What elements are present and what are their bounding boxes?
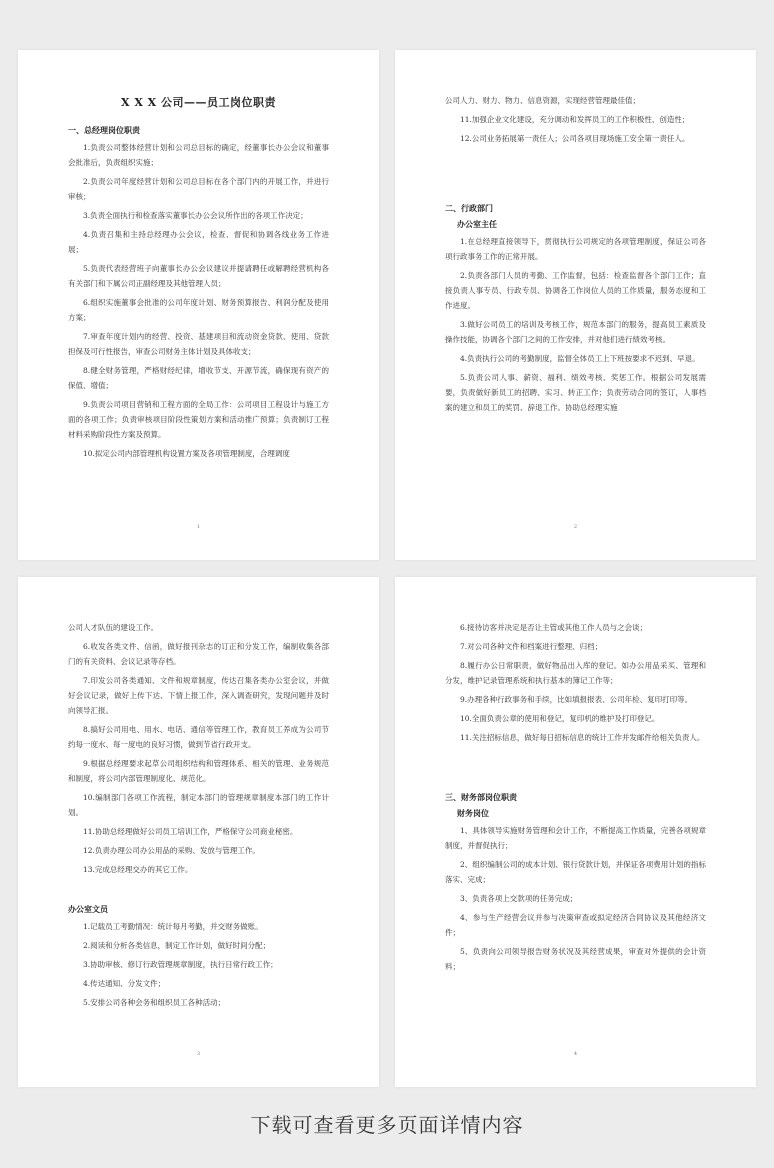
paragraph: 9.办理各种行政事务和手续，比如填报报表、公司年检、复印打印等。: [460, 695, 693, 704]
paragraph: 2.负责各部门人员的考勤、工作监督，包括：检查监督各个部门工作；直接负责人事专员、行政专员、协调各工作岗位人员的工作质量，服务态度和工作进度。: [445, 271, 706, 310]
paragraph: 6.组织实施董事会批准的公司年度计划、财务预算报告、利润分配及使用方案；: [68, 298, 329, 322]
list-item: 3.协助审核、修订行政管理规章制度，执行日常行政工作；: [83, 960, 278, 969]
paragraph: 9.根据总经理要求起草公司组织结构和管理体系、相关的管理、业务规范和制度，将公司内部管理制度化、规范化。: [68, 759, 329, 783]
list-item: 2、组织编制公司的成本计划、银行贷款计划，并保证各项费用计划的指标落实、完成；: [445, 860, 706, 884]
document-page-3: [18, 577, 379, 1087]
paragraph: 8.健全财务管理，严格财经纪律，增收节支、开源节流，确保现有资产的保值、增值；: [68, 366, 329, 390]
document-page-2: [395, 50, 756, 560]
paragraph: 2.负责公司年度经营计划和公司总目标在各个部门内的开展工作，并进行审核；: [68, 177, 329, 201]
page-number: 3: [196, 1051, 201, 1057]
subsection-heading: 办公室文员: [68, 904, 108, 914]
paragraph-continuation: 公司人力、财力、物力、信息资源，实现经营管理最佳值；: [445, 96, 640, 105]
paragraph: 1.在总经理直接领导下，贯彻执行公司规定的各项管理制度，保证公司各项行政事务工作的正常开展。: [445, 237, 706, 261]
paragraph-continuation: 公司人才队伍的建设工作。: [68, 623, 158, 632]
list-item: 5、负责向公司领导报告财务状况及其经营成果，审查对外提供的会计资料；: [445, 947, 706, 971]
paragraph: 10.全面负责公章的使用和登记，复印机的维护及打印登记。: [460, 714, 660, 723]
download-prompt-text: 下载可查看更多页面详情内容: [250, 1113, 524, 1137]
list-item: 2.阅读和分析各类信息，制定工作计划，做好时间分配；: [83, 941, 271, 950]
paragraph: 8.履行办公日常职责，做好物品出入库的登记。如办公用品采买、管理和分发，维护记录管理系统和执行基本的簿记工作等；: [445, 661, 706, 685]
paragraph: 6.收发各类文件、信函，做好报刊杂志的订正和分发工作，编制收集各部门的有关资料、会议记录等存档。: [68, 642, 329, 666]
list-item: 4.传达通知、分发文件；: [83, 979, 166, 988]
paragraph: 7.对公司各种文件和档案进行整理、归档；: [460, 642, 603, 651]
subsection-heading: 财务岗位: [457, 808, 489, 818]
paragraph: 11.加强企业文化建设，充分调动和发挥员工的工作积极性、创造性；: [460, 115, 690, 124]
paragraph: 6.接待访客并决定是否让主管或其他工作人员与之会谈；: [460, 623, 648, 632]
paragraph: 4.负责执行公司的考勤制度，监督全体员工上下班按要求不迟到、早退。: [460, 354, 700, 363]
page-number: 4: [573, 1051, 578, 1057]
paragraph: 12.公司业务拓展第一责任人；公司各项目现场施工安全第一责任人。: [460, 134, 690, 143]
document-title: X X X 公司——员工岗位职责: [120, 96, 277, 109]
paragraph: 11.协助总经理做好公司员工培训工作，严格保守公司商业秘密。: [83, 827, 298, 836]
page-number: 2: [573, 524, 578, 530]
document-page-1: [18, 50, 379, 560]
paragraph: 11.关注招标信息，做好每日招标信息的统计工作并发邮件给相关负责人。: [460, 733, 705, 742]
page-number: 1: [196, 524, 201, 530]
section-heading: 二、行政部门: [445, 203, 493, 213]
paragraph: 7.审查年度计划内的经营、投资、基建项目和流动资金贷款、使用、贷款担保及可行性报告，审查公司财务主体计划及具体收支；: [68, 332, 329, 356]
paragraph: 3.负责全面执行和检查落实董事长办公会议所作出的各项工作决定；: [83, 211, 308, 220]
paragraph: 1.负责公司整体经营计划和公司总目标的确定，经董事长办公会议和董事会批准后，负责组织实施；: [68, 143, 329, 167]
paragraph: 4.负责召集和主持总经理办公会议，检查、督促和协调各线业务工作进展；: [68, 230, 329, 254]
paragraph: 7.印发公司各类通知、文件和规章制度，传达召集各类办公室会议，并做好会议记录，做好上传下达、下情上报工作，深入调查研究，发现问题并及时向领导汇报。: [68, 676, 329, 715]
paragraph: 8.搞好公司用电、用水、电话、通信等管理工作，教育员工养成为公司节约每一度水、每一度电的良好习惯，做到节省行政开支。: [68, 725, 329, 749]
paragraph: 9.负责公司项目营销和工程方面的全局工作：公司项目工程设计与施工方面的各项工作；负责审核项目阶段性策划方案和活动推广预算；负责制订工程材料采购阶段性方案及预算。: [68, 400, 329, 439]
subsection-heading: 办公室主任: [457, 219, 497, 229]
paragraph: 10.拟定公司内部管理机构设置方案及各项管理制度，合理调度: [83, 449, 290, 458]
section-heading: 三、财务部岗位职责: [445, 792, 517, 802]
paragraph: 13.完成总经理交办的其它工作。: [83, 865, 193, 874]
list-item: 1、具体领导实施财务管理和会计工作，不断提高工作质量，完善各项规章制度，并督促执行；: [445, 826, 706, 850]
paragraph: 12.负责办理公司办公用品的采购、发放与管理工作。: [83, 846, 260, 855]
paragraph: 5.负责公司人事、薪资、福利、绩效考核、奖惩工作。根据公司发展需要，负责做好新员工的招聘、实习、转正工作；负责劳动合同的签订，人事档案的建立和员工的奖罚、辞退工作。协助总经理实施: [445, 373, 706, 412]
document-page-4: [395, 577, 756, 1087]
paragraph: 10.编制部门各项工作流程，制定本部门的管理规章制度本部门的工作计划。: [68, 793, 329, 817]
list-item: 5.安排公司各种会务和组织员工各种活动；: [83, 998, 226, 1007]
list-item: 1.记载员工考勤情况：统计每月考勤，并交财务做账。: [83, 922, 263, 931]
paragraph: 3.做好公司员工的培训及考核工作，规范本部门的服务，提高员工素质及操作技能，协调各个部门之间的工作安排，并对他们进行绩效考核。: [445, 320, 706, 344]
list-item: 3、负责各项上交款项的任务完成；: [460, 894, 578, 903]
list-item: 4、参与生产经营会议并参与决策审查或拟定经济合同协议及其他经济文件；: [445, 913, 706, 937]
section-heading: 一、总经理岗位职责: [68, 125, 140, 135]
paragraph: 5.负责代表经营班子向董事长办公会议建议并提请聘任或解聘经营机构各有关部门和下属公司正副经理及其他管理人员；: [68, 264, 329, 288]
